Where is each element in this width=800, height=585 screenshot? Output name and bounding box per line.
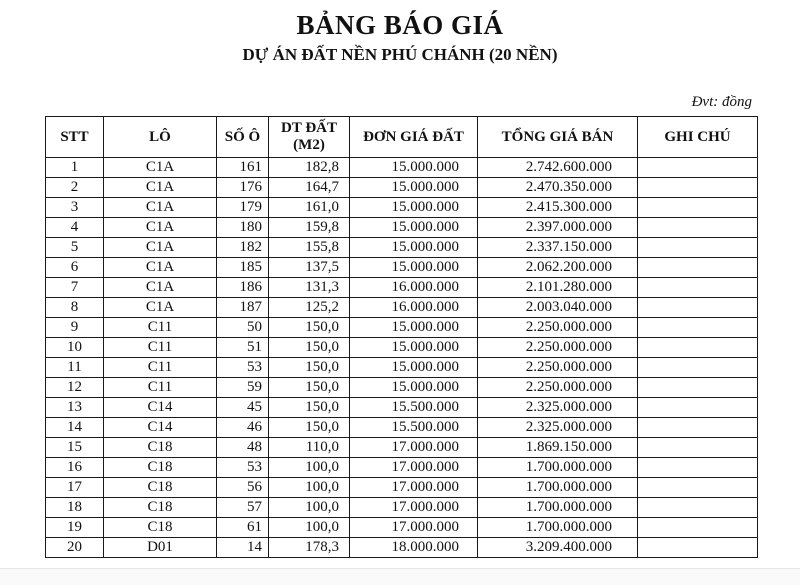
cell-stt: 17 xyxy=(46,478,104,498)
header-tong-gia: TỔNG GIÁ BÁN xyxy=(478,117,638,158)
cell-so-o: 56 xyxy=(217,478,269,498)
cell-so-o: 186 xyxy=(217,278,269,298)
header-dt-dat-line1: DT ĐẤT xyxy=(281,120,337,136)
cell-lo: C1A xyxy=(104,238,217,258)
cell-ghi-chu xyxy=(638,538,758,558)
cell-don-gia: 17.000.000 xyxy=(350,478,478,498)
cell-don-gia: 17.000.000 xyxy=(350,458,478,478)
cell-lo: C1A xyxy=(104,218,217,238)
cell-don-gia: 15.000.000 xyxy=(350,378,478,398)
cell-tong-gia: 2.397.000.000 xyxy=(478,218,638,238)
cell-lo: C1A xyxy=(104,258,217,278)
cell-ghi-chu xyxy=(638,218,758,238)
table-row xyxy=(46,418,758,438)
cell-ghi-chu xyxy=(638,178,758,198)
header-so-o: SỐ Ô xyxy=(217,117,269,158)
cell-ghi-chu xyxy=(638,278,758,298)
cell-dt-dat: 150,0 xyxy=(269,398,350,418)
cell-ghi-chu xyxy=(638,258,758,278)
cell-ghi-chu xyxy=(638,198,758,218)
cell-lo: C18 xyxy=(104,478,217,498)
cell-lo: C18 xyxy=(104,498,217,518)
cell-so-o: 179 xyxy=(217,198,269,218)
cell-stt: 9 xyxy=(46,318,104,338)
cell-don-gia: 15.000.000 xyxy=(350,358,478,378)
cell-dt-dat: 100,0 xyxy=(269,498,350,518)
cell-stt: 11 xyxy=(46,358,104,378)
header-ghi-chu: GHI CHÚ xyxy=(638,117,758,158)
table-row xyxy=(46,498,758,518)
cell-dt-dat: 125,2 xyxy=(269,298,350,318)
header-dt-dat-line2: (M2) xyxy=(293,137,325,153)
cell-dt-dat: 100,0 xyxy=(269,458,350,478)
cell-lo: C11 xyxy=(104,318,217,338)
cell-ghi-chu xyxy=(638,458,758,478)
cell-lo: C11 xyxy=(104,338,217,358)
table-row xyxy=(46,178,758,198)
cell-so-o: 57 xyxy=(217,498,269,518)
cell-don-gia: 17.000.000 xyxy=(350,438,478,458)
cell-tong-gia: 1.700.000.000 xyxy=(478,458,638,478)
cell-tong-gia: 2.062.200.000 xyxy=(478,258,638,278)
cell-dt-dat: 155,8 xyxy=(269,238,350,258)
cell-lo: C1A xyxy=(104,198,217,218)
cell-don-gia: 15.000.000 xyxy=(350,178,478,198)
cell-ghi-chu xyxy=(638,438,758,458)
cell-stt: 3 xyxy=(46,198,104,218)
cell-don-gia: 18.000.000 xyxy=(350,538,478,558)
unit-note: Đvt: đồng xyxy=(691,94,752,110)
cell-dt-dat: 131,3 xyxy=(269,278,350,298)
cell-lo: C11 xyxy=(104,378,217,398)
cell-ghi-chu xyxy=(638,358,758,378)
cell-tong-gia: 2.250.000.000 xyxy=(478,378,638,398)
cell-ghi-chu xyxy=(638,338,758,358)
cell-dt-dat: 150,0 xyxy=(269,338,350,358)
cell-dt-dat: 100,0 xyxy=(269,478,350,498)
cell-so-o: 182 xyxy=(217,238,269,258)
cell-dt-dat: 159,8 xyxy=(269,218,350,238)
cell-lo: C18 xyxy=(104,438,217,458)
cell-dt-dat: 178,3 xyxy=(269,538,350,558)
cell-don-gia: 15.000.000 xyxy=(350,218,478,238)
cell-dt-dat: 182,8 xyxy=(269,158,350,178)
table-row xyxy=(46,458,758,478)
cell-so-o: 53 xyxy=(217,358,269,378)
cell-don-gia: 15.000.000 xyxy=(350,238,478,258)
header-dt-dat xyxy=(269,117,350,158)
cell-tong-gia: 2.250.000.000 xyxy=(478,358,638,378)
cell-dt-dat: 164,7 xyxy=(269,178,350,198)
cell-lo: C18 xyxy=(104,518,217,538)
cell-tong-gia: 2.003.040.000 xyxy=(478,298,638,318)
page-bottom-strip xyxy=(0,568,800,585)
cell-don-gia: 15.000.000 xyxy=(350,158,478,178)
table-body xyxy=(46,158,758,558)
table-row xyxy=(46,318,758,338)
cell-tong-gia: 2.742.600.000 xyxy=(478,158,638,178)
cell-tong-gia: 2.250.000.000 xyxy=(478,318,638,338)
table-row xyxy=(46,238,758,258)
cell-stt: 10 xyxy=(46,338,104,358)
cell-dt-dat: 110,0 xyxy=(269,438,350,458)
cell-don-gia: 15.000.000 xyxy=(350,258,478,278)
cell-so-o: 48 xyxy=(217,438,269,458)
cell-dt-dat: 150,0 xyxy=(269,358,350,378)
cell-ghi-chu xyxy=(638,318,758,338)
cell-don-gia: 15.000.000 xyxy=(350,318,478,338)
cell-stt: 12 xyxy=(46,378,104,398)
cell-so-o: 176 xyxy=(217,178,269,198)
cell-tong-gia: 2.470.350.000 xyxy=(478,178,638,198)
cell-tong-gia: 2.325.000.000 xyxy=(478,398,638,418)
header-lo: LÔ xyxy=(104,117,217,158)
cell-don-gia: 16.000.000 xyxy=(350,298,478,318)
table-row xyxy=(46,338,758,358)
cell-lo: C1A xyxy=(104,178,217,198)
cell-stt: 7 xyxy=(46,278,104,298)
cell-so-o: 50 xyxy=(217,318,269,338)
cell-ghi-chu xyxy=(638,498,758,518)
cell-lo: C14 xyxy=(104,418,217,438)
cell-so-o: 61 xyxy=(217,518,269,538)
cell-tong-gia: 1.869.150.000 xyxy=(478,438,638,458)
cell-stt: 5 xyxy=(46,238,104,258)
table-row xyxy=(46,398,758,418)
cell-stt: 1 xyxy=(46,158,104,178)
cell-tong-gia: 1.700.000.000 xyxy=(478,478,638,498)
cell-stt: 14 xyxy=(46,418,104,438)
cell-dt-dat: 137,5 xyxy=(269,258,350,278)
cell-lo: C1A xyxy=(104,278,217,298)
cell-tong-gia: 3.209.400.000 xyxy=(478,538,638,558)
document-subtitle: DỰ ÁN ĐẤT NỀN PHÚ CHÁNH (20 NỀN) xyxy=(242,45,558,64)
header-stt: STT xyxy=(46,117,104,158)
cell-lo: C14 xyxy=(104,398,217,418)
cell-tong-gia: 2.250.000.000 xyxy=(478,338,638,358)
cell-dt-dat: 161,0 xyxy=(269,198,350,218)
cell-ghi-chu xyxy=(638,238,758,258)
table-row xyxy=(46,218,758,238)
cell-dt-dat: 150,0 xyxy=(269,418,350,438)
cell-tong-gia: 2.325.000.000 xyxy=(478,418,638,438)
table-row xyxy=(46,198,758,218)
table-row xyxy=(46,158,758,178)
cell-lo: C1A xyxy=(104,158,217,178)
cell-tong-gia: 2.337.150.000 xyxy=(478,238,638,258)
cell-so-o: 185 xyxy=(217,258,269,278)
cell-ghi-chu xyxy=(638,518,758,538)
cell-don-gia: 17.000.000 xyxy=(350,518,478,538)
cell-stt: 16 xyxy=(46,458,104,478)
cell-stt: 18 xyxy=(46,498,104,518)
cell-stt: 4 xyxy=(46,218,104,238)
cell-ghi-chu xyxy=(638,478,758,498)
table-row xyxy=(46,538,758,558)
cell-dt-dat: 150,0 xyxy=(269,378,350,398)
cell-tong-gia: 1.700.000.000 xyxy=(478,498,638,518)
cell-dt-dat: 100,0 xyxy=(269,518,350,538)
cell-stt: 15 xyxy=(46,438,104,458)
cell-tong-gia: 2.415.300.000 xyxy=(478,198,638,218)
cell-stt: 13 xyxy=(46,398,104,418)
cell-tong-gia: 2.101.280.000 xyxy=(478,278,638,298)
cell-lo: C18 xyxy=(104,458,217,478)
table-row xyxy=(46,478,758,498)
table-row xyxy=(46,358,758,378)
document-title: BẢNG BÁO GIÁ xyxy=(296,10,504,40)
table-row xyxy=(46,438,758,458)
cell-don-gia: 16.000.000 xyxy=(350,278,478,298)
table-row xyxy=(46,518,758,538)
price-table xyxy=(45,116,758,558)
cell-ghi-chu xyxy=(638,418,758,438)
cell-stt: 2 xyxy=(46,178,104,198)
cell-so-o: 46 xyxy=(217,418,269,438)
cell-ghi-chu xyxy=(638,398,758,418)
cell-lo: C11 xyxy=(104,358,217,378)
cell-so-o: 53 xyxy=(217,458,269,478)
cell-so-o: 45 xyxy=(217,398,269,418)
cell-ghi-chu xyxy=(638,158,758,178)
cell-so-o: 51 xyxy=(217,338,269,358)
cell-ghi-chu xyxy=(638,298,758,318)
header-don-gia: ĐƠN GIÁ ĐẤT xyxy=(350,117,478,158)
cell-stt: 6 xyxy=(46,258,104,278)
cell-stt: 20 xyxy=(46,538,104,558)
cell-so-o: 161 xyxy=(217,158,269,178)
cell-so-o: 180 xyxy=(217,218,269,238)
cell-so-o: 187 xyxy=(217,298,269,318)
cell-tong-gia: 1.700.000.000 xyxy=(478,518,638,538)
cell-dt-dat: 150,0 xyxy=(269,318,350,338)
cell-don-gia: 17.000.000 xyxy=(350,498,478,518)
cell-so-o: 59 xyxy=(217,378,269,398)
cell-stt: 8 xyxy=(46,298,104,318)
cell-so-o: 14 xyxy=(217,538,269,558)
table-row xyxy=(46,258,758,278)
cell-lo: C1A xyxy=(104,298,217,318)
cell-ghi-chu xyxy=(638,378,758,398)
cell-stt: 19 xyxy=(46,518,104,538)
table-row xyxy=(46,298,758,318)
table-header-row xyxy=(46,117,758,158)
cell-don-gia: 15.500.000 xyxy=(350,418,478,438)
cell-don-gia: 15.500.000 xyxy=(350,398,478,418)
cell-don-gia: 15.000.000 xyxy=(350,338,478,358)
table-row xyxy=(46,278,758,298)
cell-lo: D01 xyxy=(104,538,217,558)
cell-don-gia: 15.000.000 xyxy=(350,198,478,218)
table-row xyxy=(46,378,758,398)
